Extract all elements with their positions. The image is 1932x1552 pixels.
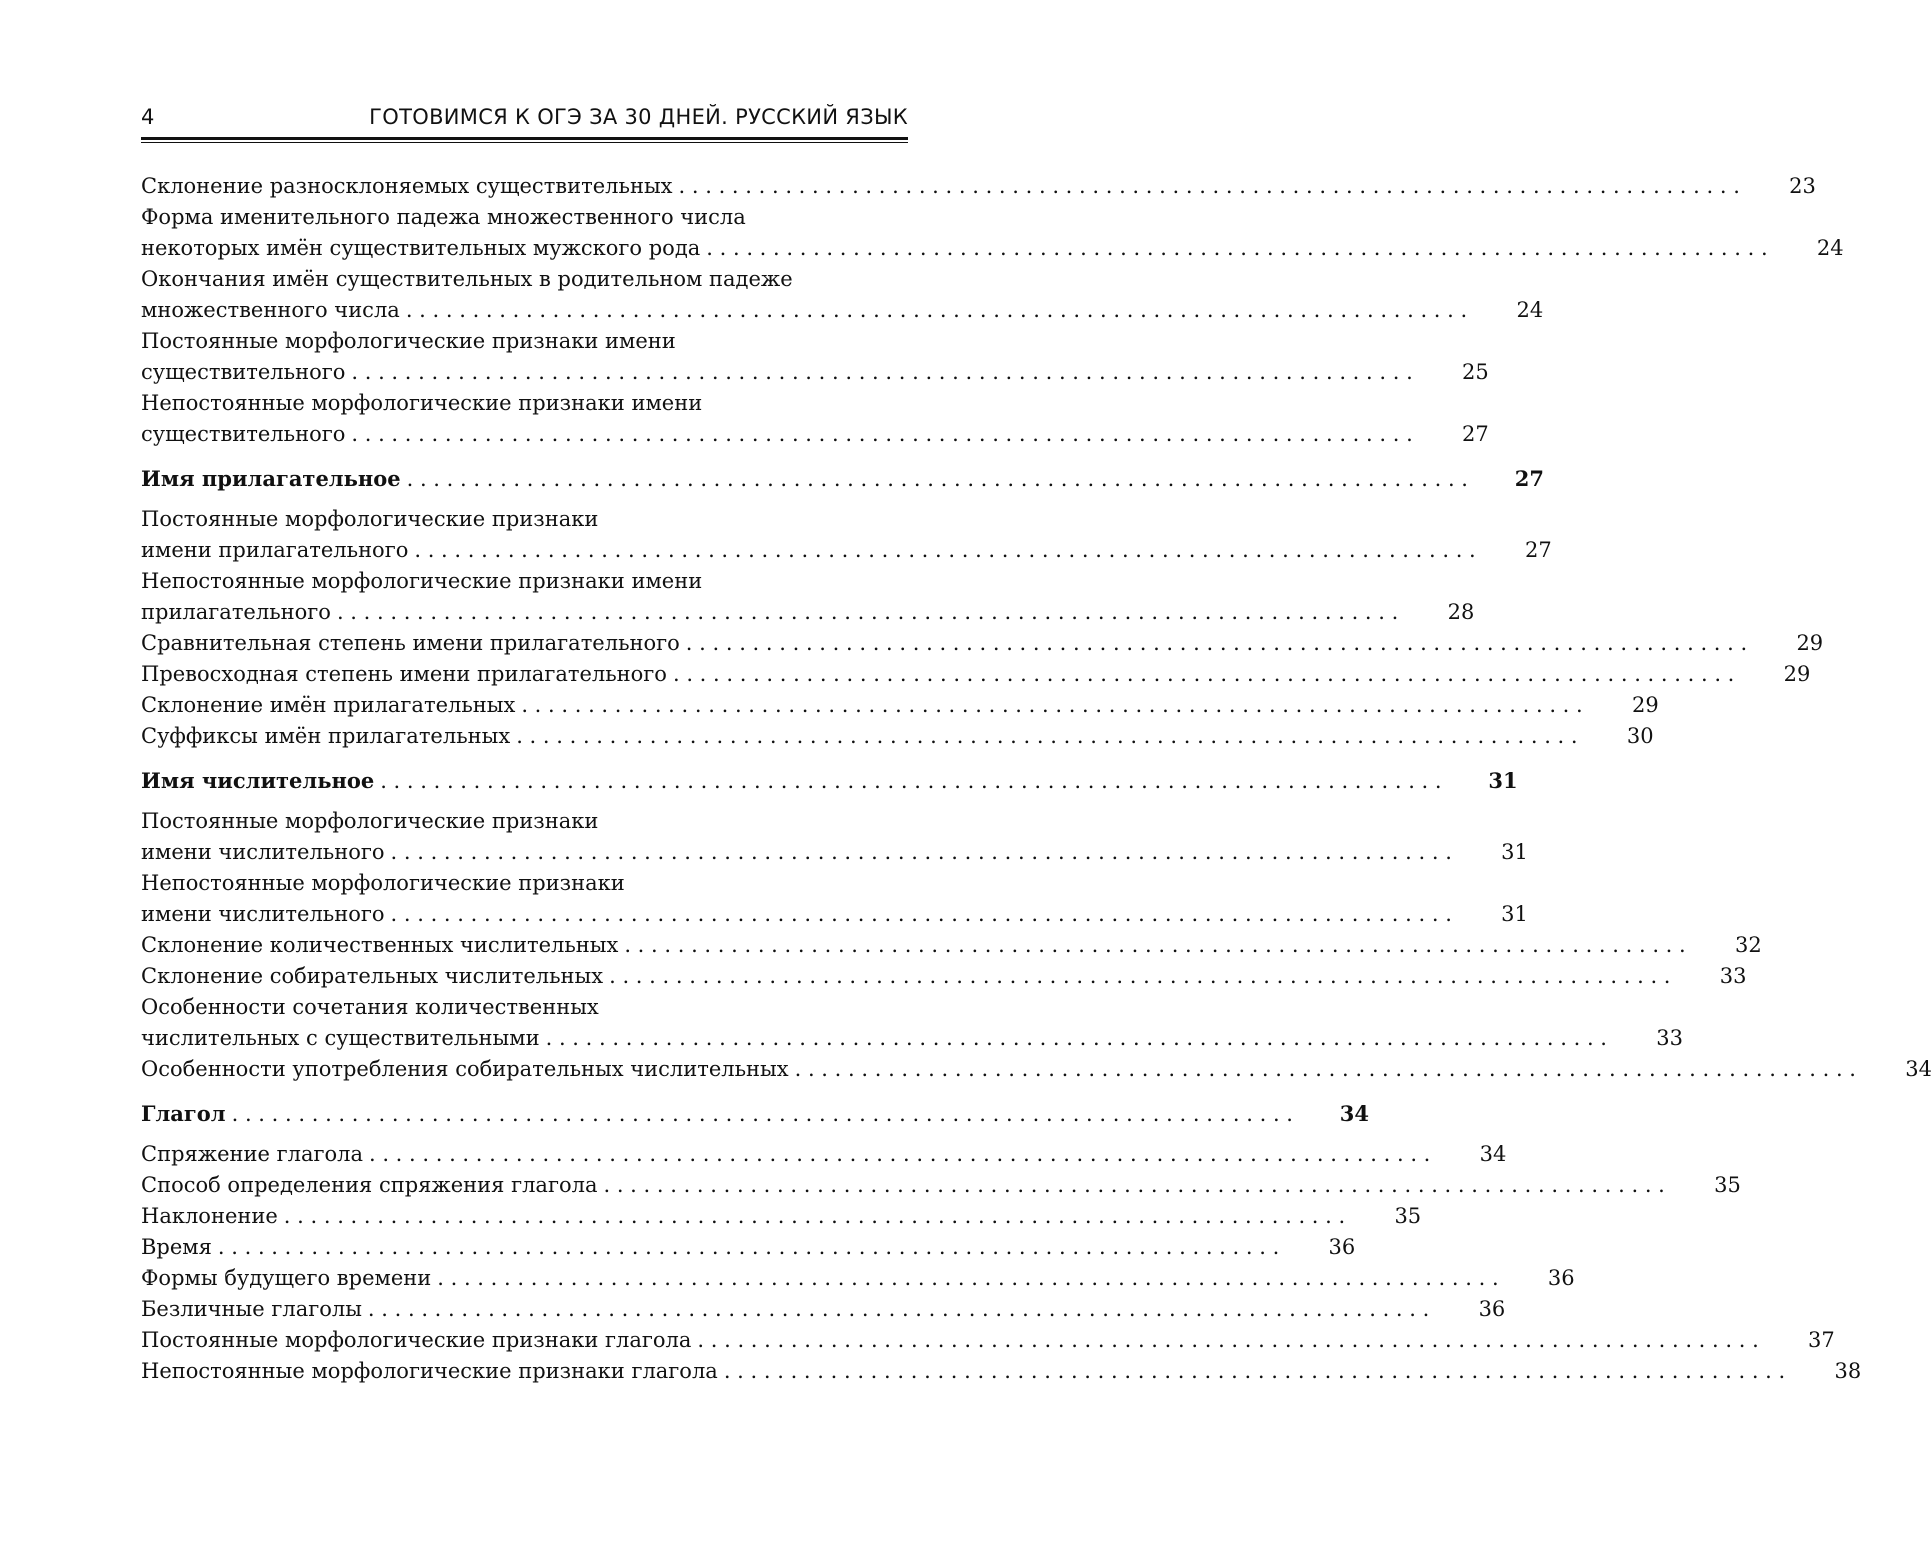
toc-page-number: 27: [1525, 538, 1552, 562]
toc-entry: [141, 992, 1683, 1054]
dot-leader: . . . . . . . . . . . . . . . . . . . . . . . . . . . . . . . . . . . . . . . . . . . . . . . . . . . . . . . . . . . . . . . . . . . . . . . . . . . . . . . .: [217, 1235, 1280, 1259]
toc-entry: [141, 1054, 1932, 1085]
toc-page-number: 33: [1656, 1026, 1683, 1050]
toc-entry-leader-line: [141, 1232, 1356, 1263]
dot-leader: . . . . . . . . . . . . . . . . . . . . . . . . . . . . . . . . . . . . . . . . . . . . . . . . . . . . . . . . . . . . . . . . . . . . . . . . . . . . . . . .: [697, 1328, 1759, 1352]
toc-entry-title: Имя числительное: [141, 768, 375, 793]
dot-leader: . . . . . . . . . . . . . . . . . . . . . . . . . . . . . . . . . . . . . . . . . . . . . . . . . . . . . . . . . . . . . . . . . . . . . . . . . . . . . . . .: [672, 662, 1735, 686]
toc-entry-title: Непостоянные морфологические признаки глагола: [141, 1359, 718, 1383]
toc-entry-title: Имя прилагательное: [141, 466, 401, 491]
toc-entry: [141, 721, 1654, 752]
toc-entry: [141, 388, 1489, 450]
toc-entry-leader-line: [141, 837, 1528, 868]
running-header: [141, 100, 908, 134]
dot-leader: . . . . . . . . . . . . . . . . . . . . . . . . . . . . . . . . . . . . . . . . . . . . . . . . . . . . . . . . . . . . . . . . . . . . . . . . . . . . . . . .: [545, 1026, 1607, 1050]
dot-leader: . . . . . . . . . . . . . . . . . . . . . . . . . . . . . . . . . . . . . . . . . . . . . . . . . . . . . . . . . . . . . . . . . . . . . . . . . . . . . . . .: [351, 360, 1413, 384]
toc-page-number: 34: [1479, 1142, 1507, 1166]
toc-page-number: 36: [1478, 1297, 1506, 1321]
toc-entry: [141, 264, 1544, 326]
toc-entry: [141, 659, 1811, 690]
dot-leader: . . . . . . . . . . . . . . . . . . . . . . . . . . . . . . . . . . . . . . . . . . . . . . . . . . . . . . . . . . . . . . . . . . . . . . . . . . . . . . . .: [405, 298, 1468, 322]
book-page: [141, 100, 1932, 1387]
toc-entry-title: имени числительного: [141, 840, 385, 864]
toc-page-number: 31: [1488, 768, 1518, 793]
toc-entry-leader-line: [141, 961, 1747, 992]
toc-entry-leader-line: [141, 1294, 1506, 1325]
dot-leader: . . . . . . . . . . . . . . . . . . . . . . . . . . . . . . . . . . . . . . . . . . . . . . . . . . . . . . . . . . . . . . . . . . . . . . . . . . . . . . . .: [336, 600, 1399, 624]
toc-page-number: 27: [1514, 466, 1544, 491]
toc-page-number: 31: [1501, 840, 1528, 864]
dot-leader: . . . . . . . . . . . . . . . . . . . . . . . . . . . . . . . . . . . . . . . . . . . . . . . . . . . . . . . . . . . . . . . . . . . . . . . . . . . . . . . .: [390, 902, 1452, 926]
toc-entry-title: Особенности употребления собирательных числительных: [141, 1057, 789, 1081]
dot-leader: . . . . . . . . . . . . . . . . . . . . . . . . . . . . . . . . . . . . . . . . . . . . . . . . . . . . . . . . . . . . . . . . . . . . . . . . . . . . . . . .: [521, 693, 1583, 717]
toc-entry-leader-line: [141, 1325, 1835, 1356]
toc-page-number: 23: [1789, 174, 1816, 198]
dot-leader: . . . . . . . . . . . . . . . . . . . . . . . . . . . . . . . . . . . . . . . . . . . . . . . . . . . . . . . . . . . . . . . . . . . . . . . . . . . . . . . .: [390, 840, 1452, 864]
toc-entry: [141, 1294, 1506, 1325]
dot-leader: . . . . . . . . . . . . . . . . . . . . . . . . . . . . . . . . . . . . . . . . . . . . . . . . . . . . . . . . . . . . . . . . . . . . . . . . . . . . . . . .: [367, 1297, 1430, 1321]
toc-entry-title-line: Непостоянные морфологические признаки: [141, 871, 625, 895]
toc-page-number: 24: [1816, 236, 1844, 260]
toc-page-number: 27: [1462, 422, 1489, 446]
toc-entry-title-line: Постоянные морфологические признаки имени: [141, 329, 676, 353]
toc-page-number: 25: [1462, 360, 1489, 384]
toc-entry: [141, 504, 1552, 566]
toc-entry-title: Безличные глаголы: [141, 1297, 362, 1321]
toc-entry-leader-line: [141, 659, 1811, 690]
toc-page-number: 31: [1501, 902, 1528, 926]
toc-entry: [141, 1139, 1507, 1170]
toc-entry-title: существительного: [141, 422, 346, 446]
toc-entry-leader-line: [141, 1023, 1683, 1054]
toc-entry-leader-line: [141, 171, 1816, 202]
dot-leader: . . . . . . . . . . . . . . . . . . . . . . . . . . . . . . . . . . . . . . . . . . . . . . . . . . . . . . . . . . . . . . . . . . . . . . . . . . . . . . . .: [414, 538, 1476, 562]
dot-leader: . . . . . . . . . . . . . . . . . . . . . . . . . . . . . . . . . . . . . . . . . . . . . . . . . . . . . . . . . . . . . . . . . . . . . . . . . . . . . . . .: [351, 422, 1413, 446]
dot-leader: . . . . . . . . . . . . . . . . . . . . . . . . . . . . . . . . . . . . . . . . . . . . . . . . . . . . . . . . . . . . . . . . . . . . . . . . . . . . . . . .: [706, 236, 1768, 260]
toc-entry: [141, 326, 1489, 388]
toc-entry-title: имени прилагательного: [141, 538, 409, 562]
dot-leader: . . . . . . . . . . . . . . . . . . . . . . . . . . . . . . . . . . . . . . . . . . . . . . . . . . . . . . . . . . . . . . . . . . . . . . . . . . . . . . . .: [678, 174, 1740, 198]
toc-entry-leader-line: [141, 1263, 1575, 1294]
running-title: ГОТОВИМСЯ К ОГЭ ЗА 30 ДНЕЙ. РУССКИЙ ЯЗЫК: [369, 105, 908, 129]
toc-entry-title-line: Непостоянные морфологические признаки имени: [141, 569, 703, 593]
toc-entry-title: Постоянные морфологические признаки глагола: [141, 1328, 692, 1352]
toc-entry-leader-line: [141, 419, 1489, 450]
toc-entry-title: существительного: [141, 360, 346, 384]
toc-entry: [141, 1356, 1862, 1387]
toc-entry-leader-line: [141, 628, 1824, 659]
toc-entry-leader-line: [141, 1170, 1741, 1201]
toc-entry-title: Глагол: [141, 1101, 226, 1126]
dot-leader: . . . . . . . . . . . . . . . . . . . . . . . . . . . . . . . . . . . . . . . . . . . . . . . . . . . . . . . . . . . . . . . . . . . . . . . . . . . . . . . .: [516, 724, 1578, 748]
toc-entry: [141, 1232, 1356, 1263]
toc-entry-title: Формы будущего времени: [141, 1266, 432, 1290]
toc-entry-title: прилагательного: [141, 600, 331, 624]
toc-entry-title: Время: [141, 1235, 212, 1259]
toc-entry-title-line: Окончания имён существительных в родительном падеже: [141, 267, 793, 291]
toc-page-number: 35: [1394, 1204, 1422, 1228]
dot-leader: . . . . . . . . . . . . . . . . . . . . . . . . . . . . . . . . . . . . . . . . . . . . . . . . . . . . . . . . . . . . . . . . . . . . . . . . . . . . . . . .: [794, 1057, 1856, 1081]
header-rule-thin: [141, 142, 908, 143]
toc-entry-leader-line: [141, 930, 1762, 961]
toc-entry-leader-line: [141, 690, 1659, 721]
toc-entry-title: Сравнительная степень имени прилагательного: [141, 631, 680, 655]
toc-entry-leader-line: [141, 597, 1475, 628]
toc-entry: [141, 690, 1659, 721]
dot-leader: . . . . . . . . . . . . . . . . . . . . . . . . . . . . . . . . . . . . . . . . . . . . . . . . . . . . . . . . . . . . . . . . . . . . . . . . . . . . . . . .: [368, 1142, 1431, 1166]
toc-entry-title-line: Постоянные морфологические признаки: [141, 507, 599, 531]
dot-leader: . . . . . . . . . . . . . . . . . . . . . . . . . . . . . . . . . . . . . . . . . . . . . . . . . . . . . . . . . . . . . . . . . . . . . . . . . . . . . . . .: [603, 1173, 1665, 1197]
toc-entry: [141, 930, 1762, 961]
toc-page-number: 32: [1734, 933, 1762, 957]
toc-entry-title: Превосходная степень имени прилагательного: [141, 662, 667, 686]
toc-entry-leader-line: [141, 1356, 1862, 1387]
toc-entry-title: Склонение имён прилагательных: [141, 693, 516, 717]
toc-page-number: 34: [1905, 1057, 1932, 1081]
toc-entry-title: числительных с существительными: [141, 1026, 540, 1050]
dot-leader: . . . . . . . . . . . . . . . . . . . . . . . . . . . . . . . . . . . . . . . . . . . . . . . . . . . . . . . . . . . . . . . . . . . . . . . . . . . . . . . .: [609, 964, 1671, 988]
toc-entry: [141, 868, 1528, 930]
toc-entry-leader-line: [141, 1201, 1422, 1232]
toc-entry-title-line: Постоянные морфологические признаки: [141, 809, 599, 833]
toc-entry-title: Склонение разносклоняемых существительных: [141, 174, 673, 198]
header-rule-thick: [141, 137, 908, 140]
dot-leader: . . . . . . . . . . . . . . . . . . . . . . . . . . . . . . . . . . . . . . . . . . . . . . . . . . . . . . . . . . . . . . . . . . . . . . . . . . . . . . . .: [685, 631, 1748, 655]
toc-entry: [141, 1325, 1835, 1356]
toc-entry-leader-line: [141, 899, 1528, 930]
toc-page-number: 24: [1516, 298, 1544, 322]
toc-entry-title: Суффиксы имён прилагательных: [141, 724, 511, 748]
toc-entry-leader-line: [141, 233, 1844, 264]
toc-page-number: 38: [1834, 1359, 1862, 1383]
toc-entry-title: имени числительного: [141, 902, 385, 926]
toc-entry-leader-line: [141, 721, 1654, 752]
toc-entry-title-line: Особенности сочетания количественных: [141, 995, 599, 1019]
dot-leader: . . . . . . . . . . . . . . . . . . . . . . . . . . . . . . . . . . . . . . . . . . . . . . . . . . . . . . . . . . . . . . . . . . . . . . . . . . . . . . . .: [624, 933, 1686, 957]
toc-entry-leader-line: [141, 765, 1518, 797]
toc-entry: [141, 202, 1844, 264]
toc-entry: [141, 1170, 1741, 1201]
toc-page-number: 34: [1339, 1101, 1369, 1126]
toc-section-entry: [141, 765, 1518, 797]
toc-entry: [141, 1263, 1575, 1294]
toc-entry-title: Склонение количественных числительных: [141, 933, 619, 957]
toc-entry-title: Наклонение: [141, 1204, 278, 1228]
toc-entry-title: Склонение собирательных числительных: [141, 964, 604, 988]
toc-section-entry: [141, 463, 1544, 495]
dot-leader: . . . . . . . . . . . . . . . . . . . . . . . . . . . . . . . . . . . . . . . . . . . . . . . . . . . . . . . . . . . . . . . . . . . . . . . . . . . . . . . .: [231, 1102, 1293, 1126]
toc-section-entry: [141, 1098, 1369, 1130]
toc-entry-leader-line: [141, 357, 1489, 388]
toc-entry-title: некоторых имён существительных мужского рода: [141, 236, 701, 260]
toc-entry: [141, 806, 1528, 868]
toc-page-number: 29: [1631, 693, 1659, 717]
toc-entry: [141, 566, 1475, 628]
page-number: 4: [141, 105, 155, 129]
toc-page-number: 36: [1328, 1235, 1356, 1259]
toc-entry-leader-line: [141, 463, 1544, 495]
dot-leader: . . . . . . . . . . . . . . . . . . . . . . . . . . . . . . . . . . . . . . . . . . . . . . . . . . . . . . . . . . . . . . . . . . . . . . . . . . . . . . . .: [406, 467, 1468, 491]
toc-page-number: 28: [1447, 600, 1475, 624]
toc-entry-leader-line: [141, 1139, 1507, 1170]
toc-page-number: 35: [1714, 1173, 1741, 1197]
dot-leader: . . . . . . . . . . . . . . . . . . . . . . . . . . . . . . . . . . . . . . . . . . . . . . . . . . . . . . . . . . . . . . . . . . . . . . . . . . . . . . . .: [283, 1204, 1346, 1228]
toc-entry-leader-line: [141, 1098, 1369, 1130]
toc-entry-leader-line: [141, 1054, 1932, 1085]
toc-page-number: 29: [1783, 662, 1811, 686]
toc-page-number: 36: [1547, 1266, 1575, 1290]
dot-leader: . . . . . . . . . . . . . . . . . . . . . . . . . . . . . . . . . . . . . . . . . . . . . . . . . . . . . . . . . . . . . . . . . . . . . . . . . . . . . . . .: [723, 1359, 1786, 1383]
toc-entry-title: Способ определения спряжения глагола: [141, 1173, 598, 1197]
dot-leader: . . . . . . . . . . . . . . . . . . . . . . . . . . . . . . . . . . . . . . . . . . . . . . . . . . . . . . . . . . . . . . . . . . . . . . . . . . . . . . . .: [380, 769, 1442, 793]
toc-entry: [141, 171, 1816, 202]
toc-entry-leader-line: [141, 535, 1552, 566]
toc-entry-leader-line: [141, 295, 1544, 326]
toc-page-number: 29: [1796, 631, 1824, 655]
toc-entry-title: Спряжение глагола: [141, 1142, 363, 1166]
toc-entry-title-line: Форма именительного падежа множественного числа: [141, 205, 746, 229]
toc-entry-title-line: Непостоянные морфологические признаки имени: [141, 391, 703, 415]
toc-page-number: 33: [1719, 964, 1747, 988]
toc-entry-title: множественного числа: [141, 298, 400, 322]
toc-entry: [141, 1201, 1422, 1232]
toc-entry: [141, 628, 1824, 659]
table-of-contents: [141, 171, 1932, 1387]
toc-page-number: 30: [1626, 724, 1654, 748]
toc-entry: [141, 961, 1747, 992]
toc-page-number: 37: [1808, 1328, 1835, 1352]
dot-leader: . . . . . . . . . . . . . . . . . . . . . . . . . . . . . . . . . . . . . . . . . . . . . . . . . . . . . . . . . . . . . . . . . . . . . . . . . . . . . . . .: [437, 1266, 1499, 1290]
